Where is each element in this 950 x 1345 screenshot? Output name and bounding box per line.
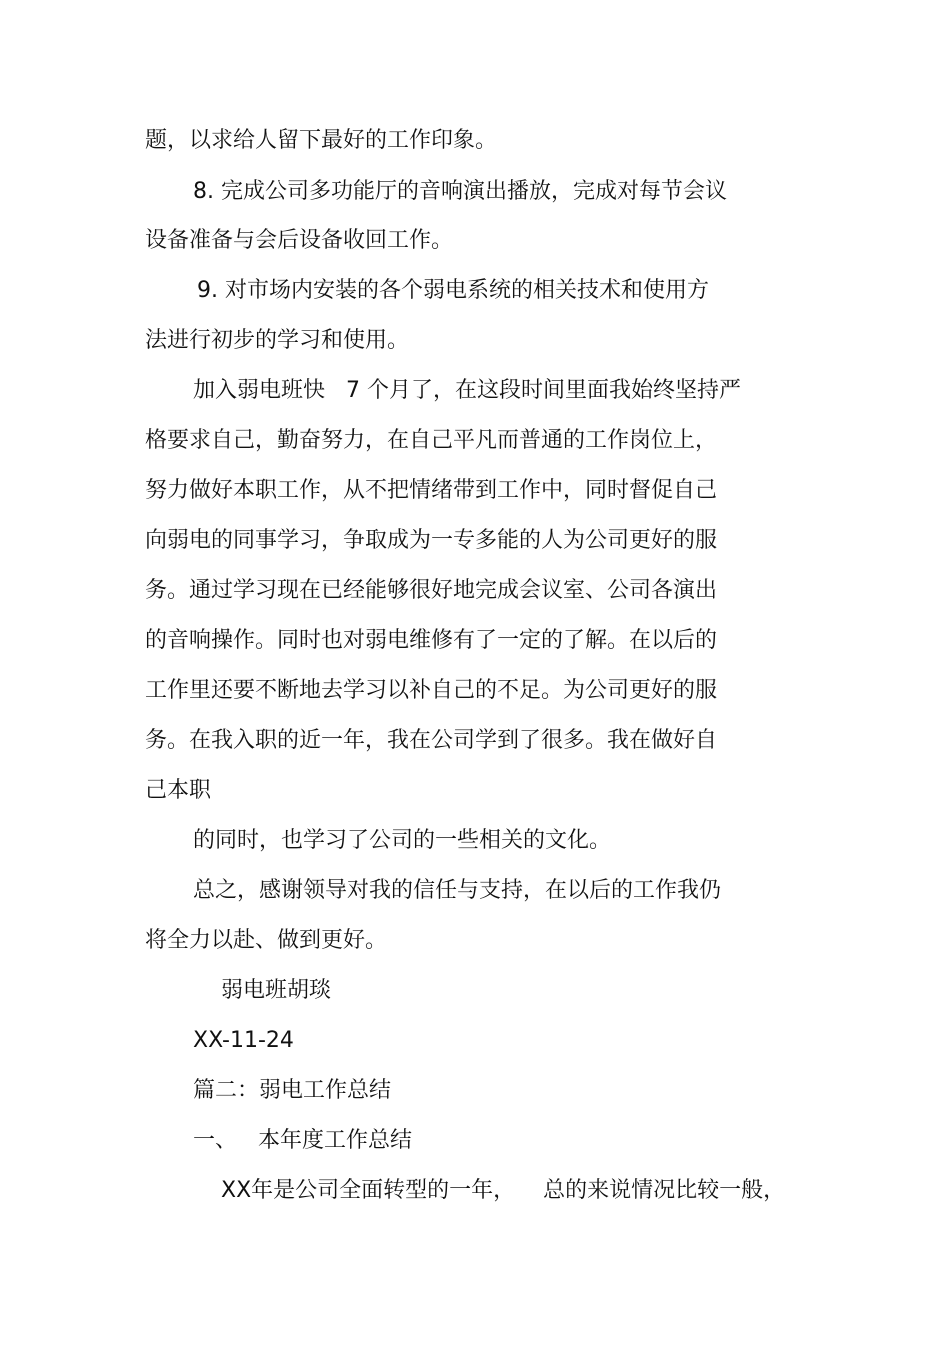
- text-line: 格要求自己，勤奋努力，在自己平凡而普通的工作岗位上，: [145, 428, 718, 453]
- text-line: XX年是公司全面转型的一年， 总的来说情况比较一般，: [221, 1178, 786, 1203]
- text-line: 的音响操作。同时也对弱电维修有了一定的了解。在以后的: [145, 628, 718, 653]
- subsection-heading: 一、 本年度工作总结: [193, 1128, 412, 1153]
- text-line: 法进行初步的学习和使用。: [145, 328, 410, 353]
- text-line: 将全力以赴、做到更好。: [145, 928, 388, 953]
- text-line: 务。在我入职的近一年，我在公司学到了很多。我在做好自: [145, 728, 718, 753]
- text-line: 努力做好本职工作，从不把情绪带到工作中，同时督促自己: [145, 478, 718, 503]
- text-line: 题，以求给人留下最好的工作印象。: [145, 128, 498, 153]
- text-line: 己本职: [145, 778, 212, 803]
- text-line: 设备准备与会后设备收回工作。: [145, 228, 454, 253]
- section-heading: 篇二：弱电工作总结: [193, 1078, 392, 1103]
- text-line: 8. 完成公司多功能厅的音响演出播放，完成对每节会议: [193, 179, 727, 204]
- text-line: 加入弱电班快 7 个月了，在这段时间里面我始终坚持严: [193, 378, 741, 403]
- text-line: 向弱电的同事学习，争取成为一专多能的人为公司更好的服: [145, 528, 718, 553]
- text-line: 的同时，也学习了公司的一些相关的文化。: [193, 828, 612, 853]
- text-line: 工作里还要不断地去学习以补自己的不足。为公司更好的服: [145, 678, 718, 703]
- signature-date: XX-11-24: [193, 1028, 294, 1053]
- text-line: 务。通过学习现在已经能够很好地完成会议室、公司各演出: [145, 578, 718, 603]
- text-line: 总之，感谢领导对我的信任与支持，在以后的工作我仍: [193, 878, 722, 903]
- signature-name: 弱电班胡琰: [221, 978, 332, 1003]
- text-line: 9. 对市场内安装的各个弱电系统的相关技术和使用方: [197, 278, 709, 303]
